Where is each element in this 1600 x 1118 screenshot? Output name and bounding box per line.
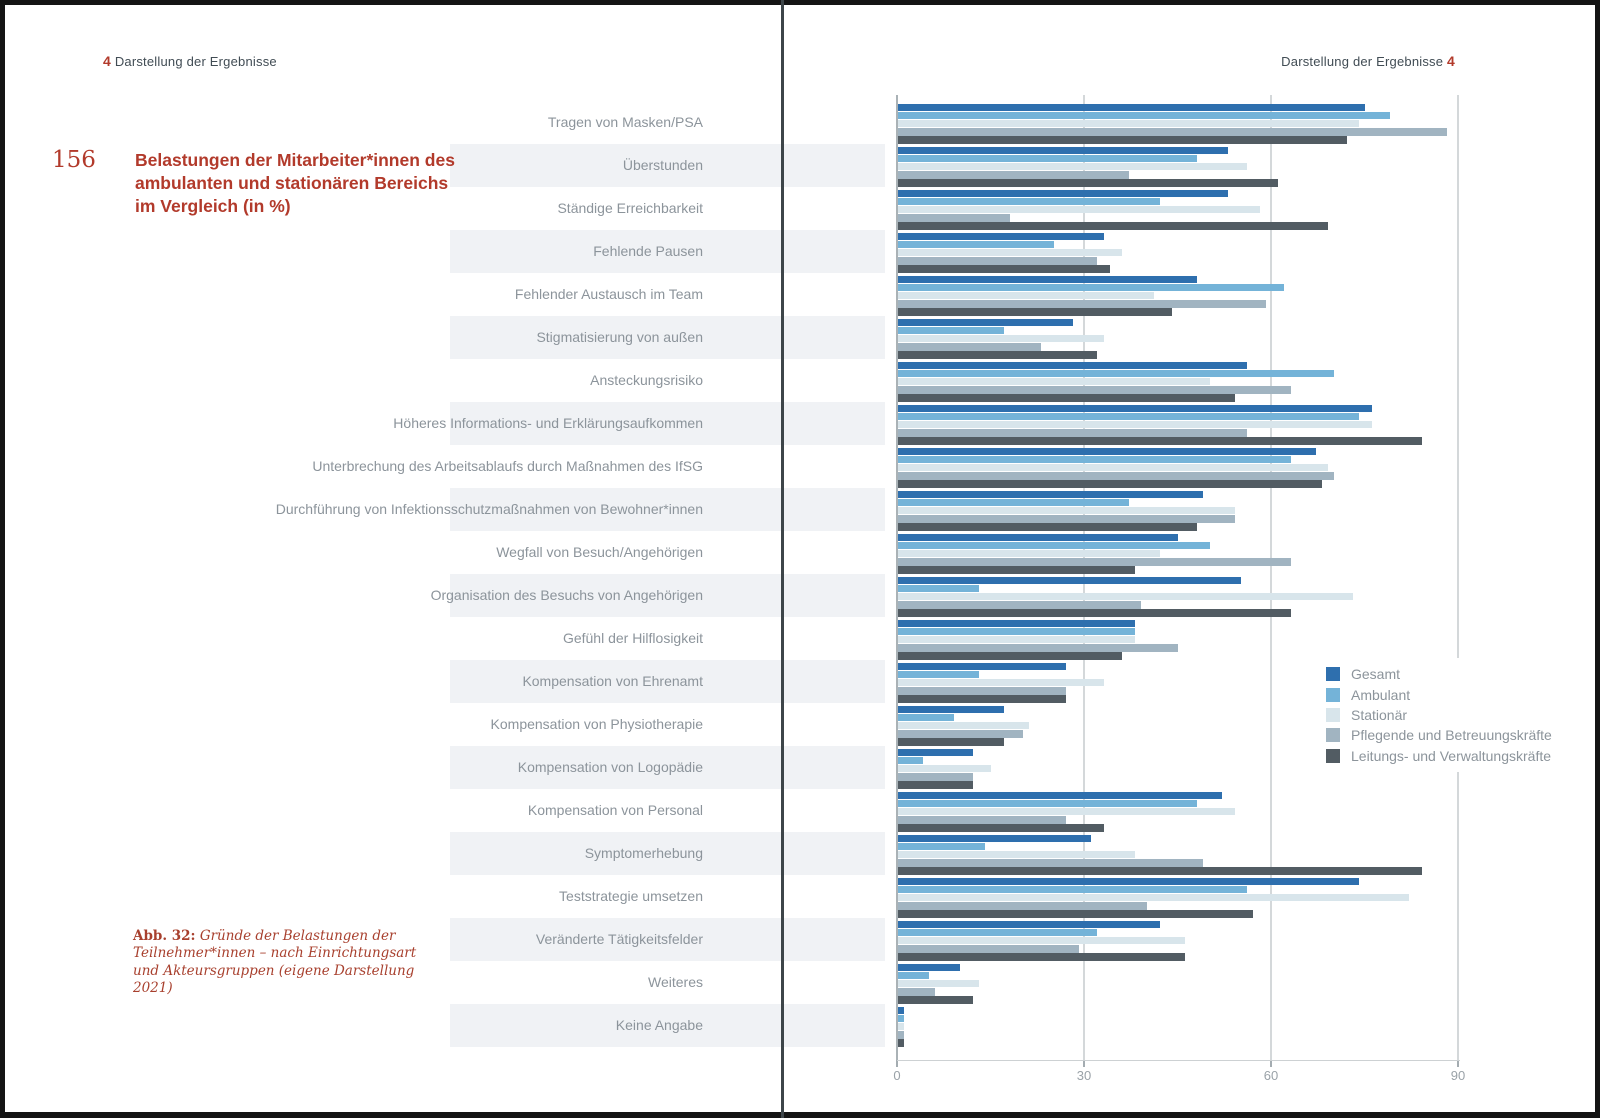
page-gutter-divider (781, 0, 784, 1118)
left-chapter-number: 4 (103, 53, 111, 69)
bar-ambulant (898, 714, 954, 722)
category-label: Teststrategie umsetzen (559, 888, 703, 904)
bar-ambulant (898, 155, 1197, 163)
bar-leitungs-und-verwaltungskr-fte (898, 523, 1197, 531)
bar-leitungs-und-verwaltungskr-fte (898, 609, 1291, 617)
legend-item (1326, 664, 1562, 684)
bar-gesamt (898, 663, 1066, 671)
category-label: Wegfall von Besuch/Angehörigen (496, 544, 703, 560)
bar-gesamt (898, 233, 1104, 241)
bar-ambulant (898, 886, 1247, 894)
bar-station-r (898, 894, 1409, 902)
bar-pflegende-und-betreuungskr-fte (898, 601, 1141, 609)
category-label: Kompensation von Physiotherapie (490, 716, 703, 732)
bar-station-r (898, 507, 1235, 515)
bar-leitungs-und-verwaltungskr-fte (898, 910, 1253, 918)
figure-title: Belastungen der Mitarbeiter*innen des ambulanten und stationären Bereichs im Vergleich (in %) (135, 150, 455, 217)
bar-gesamt (898, 147, 1228, 155)
bar-gesamt (898, 1007, 904, 1015)
category-label: Veränderte Tätigkeitsfelder (535, 931, 703, 947)
caption-label: Abb. 32: (133, 928, 196, 944)
legend-item (1326, 746, 1562, 766)
bar-station-r (898, 163, 1247, 171)
bar-station-r (898, 464, 1328, 472)
bar-gesamt (898, 190, 1228, 198)
bar-station-r (898, 980, 979, 988)
category-label: Organisation des Besuchs von Angehörigen (430, 587, 703, 603)
bar-station-r (898, 636, 1135, 644)
x-gridline (1270, 95, 1272, 1060)
bar-gesamt (898, 276, 1197, 284)
bar-gesamt (898, 620, 1135, 628)
bar-pflegende-und-betreuungskr-fte (898, 859, 1203, 867)
bar-ambulant (898, 929, 1097, 937)
category-label: Fehlende Pausen (593, 243, 703, 259)
bar-station-r (898, 765, 991, 773)
legend-swatch-icon (1326, 728, 1340, 742)
bar-leitungs-und-verwaltungskr-fte (898, 437, 1422, 445)
bar-station-r (898, 249, 1122, 257)
legend-swatch-icon (1326, 688, 1340, 702)
bar-station-r (898, 335, 1104, 343)
bar-station-r (898, 378, 1210, 386)
legend-item (1326, 725, 1562, 745)
bar-leitungs-und-verwaltungskr-fte (898, 308, 1172, 316)
bar-ambulant (898, 198, 1160, 206)
category-label: Kompensation von Ehrenamt (522, 673, 703, 689)
legend-label: Leitungs- und Verwaltungskräfte (1351, 747, 1552, 764)
bar-pflegende-und-betreuungskr-fte (898, 773, 973, 781)
x-axis-tick (1083, 1060, 1085, 1067)
bar-gesamt (898, 405, 1372, 413)
category-label: Gefühl der Hilflosigkeit (562, 630, 703, 646)
bar-ambulant (898, 542, 1210, 550)
x-axis-tick-label: 0 (893, 1068, 901, 1083)
legend-label: Ambulant (1351, 686, 1411, 703)
bar-pflegende-und-betreuungskr-fte (898, 343, 1041, 351)
category-label: Ständige Erreichbarkeit (557, 200, 703, 216)
bar-leitungs-und-verwaltungskr-fte (898, 136, 1347, 144)
x-axis-tick-label: 60 (1263, 1068, 1279, 1083)
bar-leitungs-und-verwaltungskr-fte (898, 652, 1122, 660)
right-header-text: Darstellung der Ergebnisse (1281, 54, 1444, 69)
bar-ambulant (898, 628, 1135, 636)
bar-leitungs-und-verwaltungskr-fte (898, 781, 973, 789)
category-label: Keine Angabe (615, 1017, 703, 1033)
bar-gesamt (898, 362, 1247, 370)
bar-gesamt (898, 792, 1222, 800)
x-axis-tick (1457, 1060, 1459, 1067)
bar-gesamt (898, 964, 960, 972)
bar-pflegende-und-betreuungskr-fte (898, 730, 1023, 738)
bar-leitungs-und-verwaltungskr-fte (898, 996, 973, 1004)
bar-leitungs-und-verwaltungskr-fte (898, 179, 1278, 187)
bar-station-r (898, 1023, 904, 1031)
x-axis-line (897, 1060, 1460, 1061)
bar-station-r (898, 550, 1160, 558)
bar-station-r (898, 206, 1260, 214)
legend-swatch-icon (1326, 667, 1340, 681)
bar-gesamt (898, 835, 1091, 843)
bar-ambulant (898, 456, 1291, 464)
right-running-header (1060, 53, 1455, 69)
bar-pflegende-und-betreuungskr-fte (898, 816, 1066, 824)
bar-ambulant (898, 972, 929, 980)
bar-station-r (898, 593, 1353, 601)
bar-leitungs-und-verwaltungskr-fte (898, 566, 1135, 574)
legend-item (1326, 684, 1562, 704)
bar-pflegende-und-betreuungskr-fte (898, 128, 1447, 136)
bar-pflegende-und-betreuungskr-fte (898, 214, 1010, 222)
bar-pflegende-und-betreuungskr-fte (898, 1031, 904, 1039)
bar-gesamt (898, 319, 1073, 327)
category-label: Durchführung von Infektionsschutzmaßnahmen von Bewohner*innen (275, 501, 703, 517)
bar-leitungs-und-verwaltungskr-fte (898, 867, 1422, 875)
bar-ambulant (898, 585, 979, 593)
bar-ambulant (898, 671, 979, 679)
bar-gesamt (898, 448, 1316, 456)
bar-station-r (898, 937, 1185, 945)
bar-ambulant (898, 1015, 904, 1023)
bar-pflegende-und-betreuungskr-fte (898, 945, 1079, 953)
bar-ambulant (898, 241, 1054, 249)
legend-item (1326, 705, 1562, 725)
bar-pflegende-und-betreuungskr-fte (898, 558, 1291, 566)
category-label: Kompensation von Personal (527, 802, 703, 818)
bar-gesamt (898, 749, 973, 757)
bar-station-r (898, 120, 1359, 128)
bar-leitungs-und-verwaltungskr-fte (898, 265, 1110, 273)
bar-station-r (898, 679, 1104, 687)
bar-pflegende-und-betreuungskr-fte (898, 644, 1178, 652)
bar-ambulant (898, 499, 1129, 507)
bar-leitungs-und-verwaltungskr-fte (898, 738, 1004, 746)
bar-gesamt (898, 921, 1160, 929)
bar-ambulant (898, 370, 1334, 378)
category-label: Kompensation von Logopädie (517, 759, 703, 775)
left-running-header (103, 53, 277, 69)
category-label: Unterbrechung des Arbeitsablaufs durch Maßnahmen des IfSG (312, 458, 703, 474)
bar-pflegende-und-betreuungskr-fte (898, 257, 1097, 265)
bar-ambulant (898, 284, 1284, 292)
bar-pflegende-und-betreuungskr-fte (898, 687, 1066, 695)
bar-leitungs-und-verwaltungskr-fte (898, 953, 1185, 961)
bar-leitungs-und-verwaltungskr-fte (898, 394, 1235, 402)
x-gridline (1457, 95, 1459, 1060)
bar-station-r (898, 292, 1154, 300)
page-number: 156 (52, 147, 96, 173)
x-axis-tick-label: 90 (1450, 1068, 1466, 1083)
bar-leitungs-und-verwaltungskr-fte (898, 695, 1066, 703)
category-label: Überstunden (622, 157, 703, 173)
figure-caption (133, 928, 425, 997)
bar-ambulant (898, 413, 1359, 421)
bar-pflegende-und-betreuungskr-fte (898, 386, 1291, 394)
bar-gesamt (898, 878, 1359, 886)
bar-ambulant (898, 112, 1390, 120)
bar-pflegende-und-betreuungskr-fte (898, 902, 1147, 910)
bar-gesamt (898, 577, 1241, 585)
legend-label: Stationär (1351, 706, 1408, 723)
bar-station-r (898, 421, 1372, 429)
legend-swatch-icon (1326, 708, 1340, 722)
bar-pflegende-und-betreuungskr-fte (898, 171, 1129, 179)
x-axis-tick (1270, 1060, 1272, 1067)
x-axis-tick-label: 30 (1076, 1068, 1092, 1083)
legend-label: Pflegende und Betreuungskräfte (1351, 727, 1552, 744)
bar-gesamt (898, 534, 1178, 542)
category-label: Symptomerhebung (584, 845, 703, 861)
bar-ambulant (898, 327, 1004, 335)
bar-leitungs-und-verwaltungskr-fte (898, 480, 1322, 488)
category-label: Weiteres (648, 974, 703, 990)
bar-station-r (898, 722, 1029, 730)
legend-swatch-icon (1326, 749, 1340, 763)
chart-legend (1318, 658, 1562, 772)
bar-pflegende-und-betreuungskr-fte (898, 988, 935, 996)
category-label: Fehlender Austausch im Team (514, 286, 703, 302)
caption-text: Gründe der Belastungen der Teilnehmer*innen – nach Einrichtungsart und Akteursgruppen (eigene Darstellung 2021) (133, 928, 417, 996)
bar-gesamt (898, 706, 1004, 714)
x-axis-tick (896, 1060, 898, 1067)
right-chapter-number: 4 (1447, 53, 1455, 69)
bar-pflegende-und-betreuungskr-fte (898, 429, 1247, 437)
bar-ambulant (898, 843, 985, 851)
bar-ambulant (898, 757, 923, 765)
bar-pflegende-und-betreuungskr-fte (898, 300, 1266, 308)
category-label: Tragen von Masken/PSA (547, 114, 703, 130)
bar-ambulant (898, 800, 1197, 808)
category-label: Höheres Informations- und Erklärungsaufkommen (393, 415, 703, 431)
bar-gesamt (898, 491, 1203, 499)
category-label: Ansteckungsrisiko (590, 372, 703, 388)
legend-label: Gesamt (1351, 666, 1401, 683)
bar-pflegende-und-betreuungskr-fte (898, 472, 1334, 480)
bar-leitungs-und-verwaltungskr-fte (898, 1039, 904, 1047)
bar-gesamt (898, 104, 1365, 112)
bar-station-r (898, 808, 1235, 816)
bar-pflegende-und-betreuungskr-fte (898, 515, 1235, 523)
category-label: Stigmatisierung von außen (536, 329, 703, 345)
bar-leitungs-und-verwaltungskr-fte (898, 824, 1104, 832)
left-header-text: Darstellung der Ergebnisse (114, 54, 277, 69)
bar-leitungs-und-verwaltungskr-fte (898, 351, 1097, 359)
bar-leitungs-und-verwaltungskr-fte (898, 222, 1328, 230)
bar-station-r (898, 851, 1135, 859)
